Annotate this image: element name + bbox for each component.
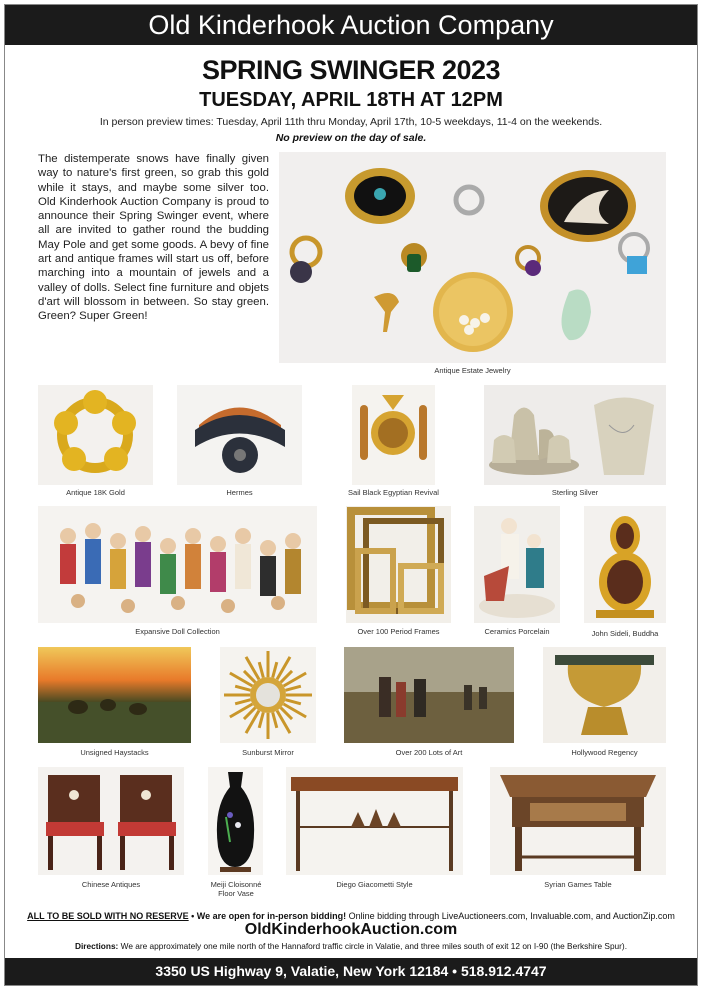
period-frames-photo: [346, 506, 451, 623]
caption-egyptian: Sail Black Egyptian Revival: [348, 488, 439, 497]
directions: [0, 941, 702, 951]
no-reserve-text: ALL TO BE SOLD WITH NO RESERVE: [27, 911, 189, 921]
jewelry-photo: [279, 152, 666, 363]
caption-hermes: Hermes: [226, 488, 253, 497]
in-person-text: • We are open for in-person bidding!: [188, 911, 347, 921]
doll-collection-photo: [38, 506, 317, 623]
porcelain-photo: [474, 506, 560, 623]
caption-chinese: Chinese Antiques: [81, 880, 141, 889]
caption-porcelain: Ceramics Porcelain: [484, 627, 550, 636]
intro-paragraph: The distemperate snows have finally given way to nature's first green, so grab this gold while it stays, and maybe some silver too. Old Kinderhook Auction Company is proud to announce their Spring Swinger event, where all are invited to gather round the budding May Pole and get some goods. A bevy of fine art and antique frames will start us off, before marching into a mountain of jewels and a valley of dolls. Select fine furniture and objets d'art will blossom in between. So stay green. Green? Super Green!: [38, 153, 269, 323]
caption-giacometti: Diego Giacometti Style: [336, 880, 413, 889]
company-name: Old Kinderhook Auction Company: [148, 10, 554, 40]
header-banner: [5, 5, 697, 45]
sunburst-mirror-photo: [220, 647, 316, 743]
caption-haystacks: Unsigned Haystacks: [80, 748, 149, 757]
haystacks-painting-photo: [38, 647, 191, 743]
website-link[interactable]: OldKinderhookAuction.com: [244, 921, 458, 938]
caption-gold: Antique 18K Gold: [66, 488, 125, 497]
chinese-chairs-photo: [38, 767, 184, 875]
hollywood-regency-photo: [543, 647, 666, 743]
address-phone: 3350 US Highway 9, Valatie, New York 12184 • 518.912.4747: [155, 963, 547, 979]
footer-banner: [5, 958, 697, 985]
caption-jewelry: Antique Estate Jewelry: [434, 366, 511, 375]
caption-games: Syrian Games Table: [544, 880, 612, 889]
gold-bracelet-photo: [38, 385, 153, 485]
hermes-belt-photo: [177, 385, 302, 485]
buddha-sculpture-photo: [584, 506, 666, 623]
event-title: SPRING SWINGER 2023: [201, 55, 501, 85]
caption-art: Over 200 Lots of Art: [395, 748, 463, 757]
caption-vase-line2: Floor Vase: [218, 889, 254, 898]
caption-regency: Hollywood Regency: [571, 748, 638, 757]
art-painting-photo: [344, 647, 514, 743]
directions-text: We are approximately one mile north of the Hannaford traffic circle in Valatie, and three miles south of exit 12 on I-90 (the Berkshire Spur).: [118, 941, 627, 951]
caption-mirror: Sunburst Mirror: [242, 748, 294, 757]
preview-times: In person preview times: Tuesday, April 11th thru Monday, April 17th, 10-5 weekdays, 11-4 on the weekends.: [99, 116, 603, 128]
caption-dolls: Expansive Doll Collection: [135, 627, 220, 636]
caption-vase-line1: Meiji Cloisonné: [210, 880, 262, 889]
event-date: TUESDAY, APRIL 18TH AT 12PM: [199, 89, 503, 111]
caption-buddha: John Sideli, Buddha: [591, 629, 659, 638]
giacometti-table-photo: [286, 767, 463, 875]
online-bidding-text: Online bidding through LiveAuctioneers.com, Invaluable.com, and AuctionZip.com: [346, 911, 675, 921]
directions-label: Directions:: [74, 941, 119, 951]
sterling-silver-photo: [484, 385, 666, 485]
bidding-info: [0, 911, 702, 921]
caption-frames: Over 100 Period Frames: [357, 627, 440, 636]
cloisonne-vase-photo: [208, 767, 263, 875]
egyptian-revival-photo: [352, 385, 435, 485]
caption-silver: Sterling Silver: [551, 488, 599, 497]
no-preview-note: No preview on the day of sale.: [275, 132, 427, 144]
games-table-photo: [490, 767, 666, 875]
